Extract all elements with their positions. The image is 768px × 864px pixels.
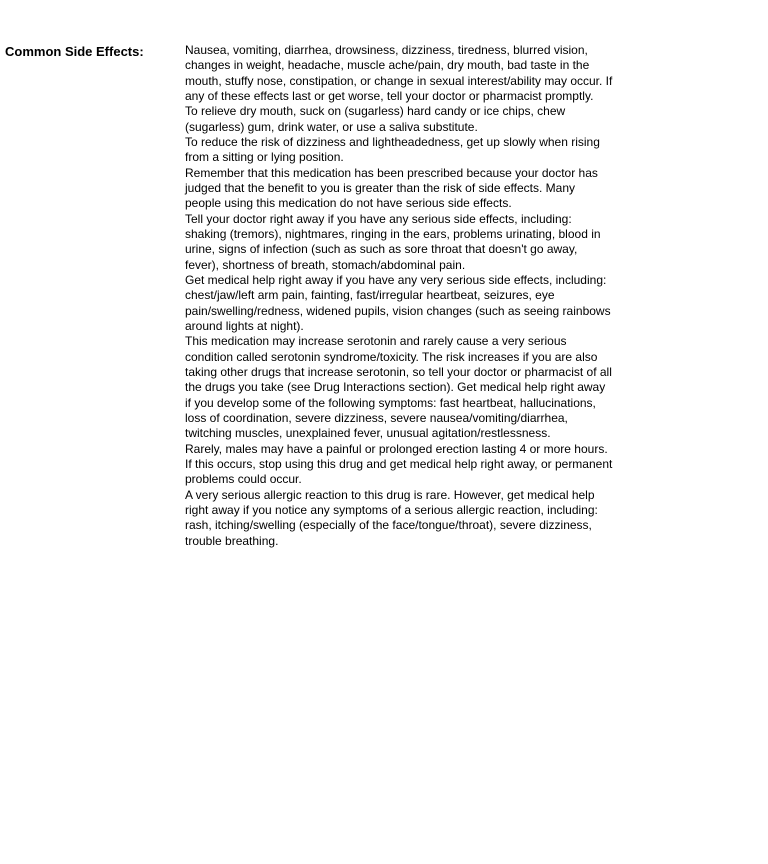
paragraph-allergic-reaction: A very serious allergic reaction to this drug is rare. However, get medical help right away if you notice any symptoms of a serious allergic reaction, including: rash, itching/swelling (especially of the face/tongue/throat), severe dizziness, trouble breathing. [185,487,598,548]
side-effects-content [185,43,613,549]
paragraph-common-effects: Nausea, vomiting, diarrhea, drowsiness, dizziness, tiredness, blurred vision, changes in weight, headache, muscle ache/pain, dry mouth, bad taste in the mouth, stuffy nose, constipation, or change in sexual interest/ability may occur. If any of these effects last or get worse, tell your doctor or pharmacist promptly. [185,43,613,103]
paragraph-serious-effects: Tell your doctor right away if you have any serious side effects, including: shaking (tremors), nightmares, ringing in the ears, problems urinating, blood in urine, signs of infection (such as such as sore throat that doesn't go away, fever), shortness of breath, stomach/abdominal pain. [185,211,601,272]
section-label: Common Side Effects: [5,44,144,59]
paragraph-prolonged-erection: Rarely, males may have a painful or prolonged erection lasting 4 or more hours. If this occurs, stop using this drug and get medical help right away, or permanent problems could occur. [185,441,613,487]
paragraph-serotonin: This medication may increase serotonin and rarely cause a very serious condition called serotonin syndrome/toxicity. The risk increases if you are also taking other drugs that increase serotonin, so tell your doctor or pharmacist of all the drugs you take (see Drug Interactions section). Get medical help right away if you develop some of the following symptoms: fast heartbeat, hallucinations, loss of coordination, severe dizziness, severe nausea/vomiting/diarrhea, twitching muscles, unexplained fever, unusual agitation/restlessness. [185,334,612,441]
paragraph-dry-mouth: To relieve dry mouth, suck on (sugarless) hard candy or ice chips, chew (sugarless) gum, drink water, or use a saliva substitute. [185,104,566,134]
paragraph-very-serious-effects: Get medical help right away if you have any very serious side effects, including: chest/jaw/left arm pain, fainting, fast/irregular heartbeat, seizures, eye pain/swelling/redness, widened pupils, vision changes (such as seeing rainbows around lights at night). [185,272,611,333]
paragraph-benefit-risk: Remember that this medication has been prescribed because your doctor has judged that the benefit to you is greater than the risk of side effects. Many people using this medication do not have serious side effects. [185,165,598,211]
paragraph-dizziness: To reduce the risk of dizziness and lightheadedness, get up slowly when rising from a sitting or lying position. [185,134,600,165]
